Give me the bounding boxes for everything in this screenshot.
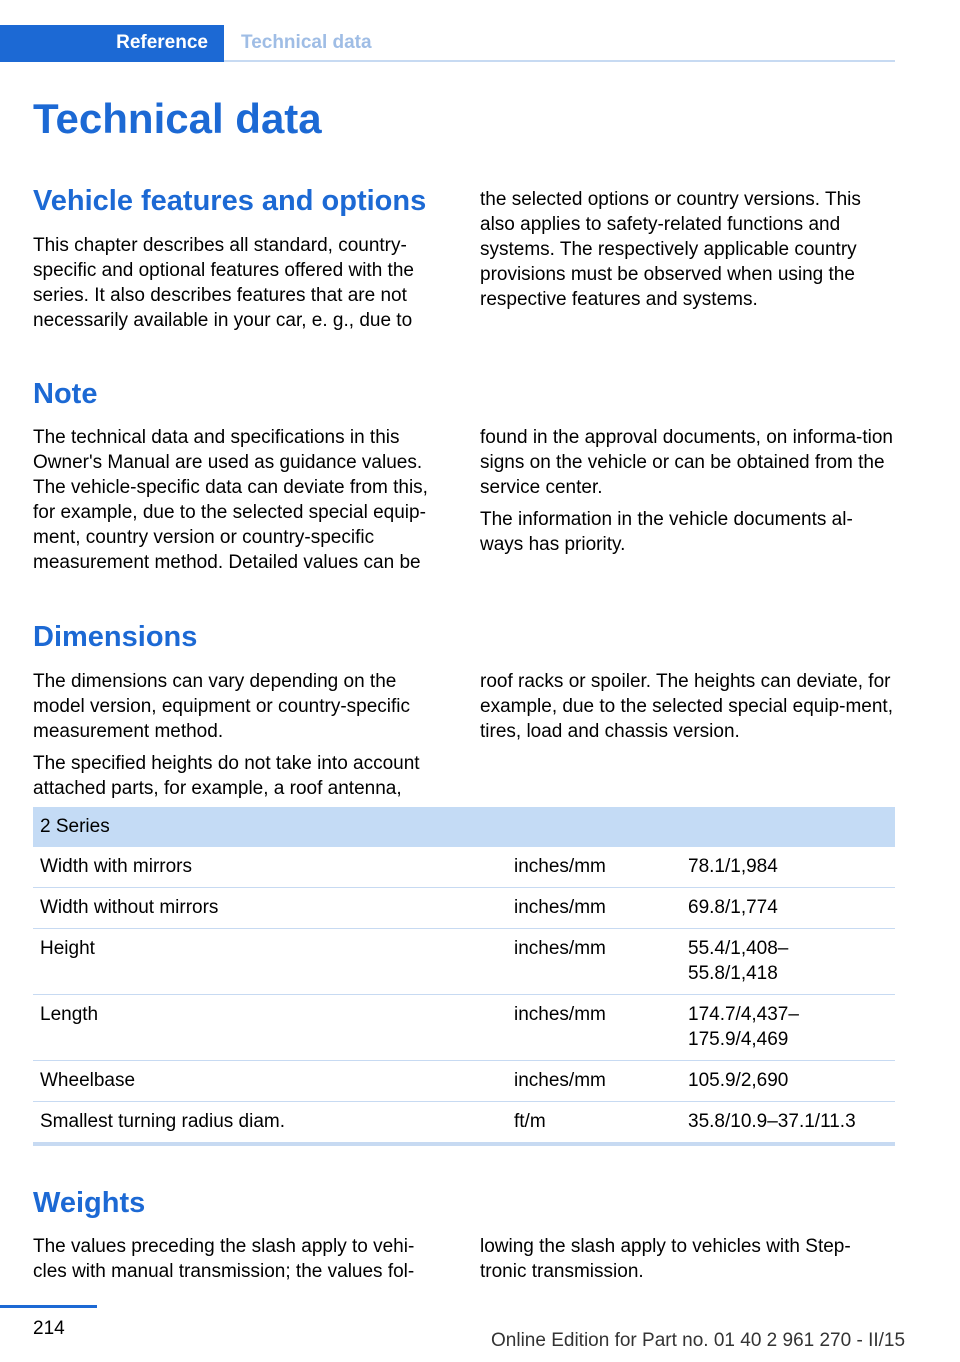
row-value: 69.8/1,774: [688, 897, 778, 918]
paragraph: This chapter describes all standard, country-specific and optional features offered with the series. It also describes features that are not necessarily available in your car, e. g., due to: [33, 235, 414, 331]
paragraph: The dimensions can vary depending on the model version, equipment or country-specific measurement method.: [33, 671, 411, 742]
paragraph: the selected options or country versions. This also applies to safety-related functions and systems. The respectively applicable country provisions must be observed when using the respective features and systems.: [480, 189, 861, 310]
row-label: Width with mirrors: [40, 856, 193, 877]
table-bottom-rule: [33, 1142, 895, 1146]
vehicle-text-left: [33, 233, 447, 340]
row-value: 55.4/1,408– 55.8/1,418: [688, 938, 789, 984]
paragraph: The technical data and specifications in this Owner's Manual are used as guidance values. The vehicle-specific data can deviate from this, for example, due to the selected special equip-ment, country version or country-specific measurement method. Detailed values can be: [33, 427, 428, 573]
dimensions-table: [33, 807, 895, 1146]
edition-note: Online Edition for Part no. 01 40 2 961 270 - II/15: [491, 1330, 906, 1351]
vehicle-text-right: [480, 187, 894, 319]
paragraph: roof racks or spoiler. The heights can deviate, for example, due to the selected special equip-ment, tires, load and chassis version.: [480, 671, 893, 742]
heading-weights: Weights: [33, 1187, 146, 1219]
weights-text-right: [480, 1234, 894, 1291]
page-header: [0, 0, 960, 64]
row-label: Length: [40, 1004, 99, 1025]
table-row: [33, 1061, 895, 1102]
table-row: [33, 847, 895, 888]
row-unit: ft/m: [514, 1111, 546, 1132]
row-value: 174.7/4,437– 175.9/4,469: [688, 1004, 799, 1050]
row-unit: inches/mm: [514, 1070, 606, 1091]
heading-dimensions: Dimensions: [33, 621, 198, 653]
dimensions-text-left: [33, 669, 447, 808]
footer-rule: [0, 1305, 97, 1308]
table-row: [33, 1102, 895, 1142]
table-row: [33, 888, 895, 929]
row-value: 35.8/10.9–37.1/11.3: [688, 1111, 856, 1132]
row-value: 105.9/2,690: [688, 1070, 789, 1091]
row-unit: inches/mm: [514, 856, 606, 877]
paragraph: lowing the slash apply to vehicles with Step-tronic transmission.: [480, 1236, 851, 1282]
paragraph: found in the approval documents, on informa-tion signs on the vehicle or can be obtained from the service center.: [480, 427, 893, 498]
page-title: Technical data: [33, 95, 322, 142]
tab-technical-data[interactable]: Technical data: [241, 32, 372, 53]
row-unit: inches/mm: [514, 897, 606, 918]
table-row: [33, 995, 895, 1061]
row-value: 78.1/1,984: [688, 856, 778, 877]
dimensions-text-right: [480, 669, 894, 751]
tab-reference[interactable]: Reference: [0, 25, 224, 62]
table-row: [33, 929, 895, 995]
page-number: 214: [33, 1318, 65, 1339]
weights-text-left: [33, 1234, 447, 1291]
paragraph: The specified heights do not take into account attached parts, for example, a roof antenna,: [33, 753, 420, 799]
paragraph: The information in the vehicle documents al-ways has priority.: [480, 509, 853, 555]
row-unit: inches/mm: [514, 938, 606, 959]
row-label: Wheelbase: [40, 1070, 136, 1091]
heading-note: Note: [33, 378, 98, 410]
row-label: Height: [40, 938, 95, 959]
table-header: 2 Series: [33, 807, 895, 847]
paragraph: The values preceding the slash apply to vehi-cles with manual transmission; the values fol-: [33, 1236, 415, 1282]
row-unit: inches/mm: [514, 1004, 606, 1025]
note-text-left: [33, 425, 447, 582]
note-text-right: [480, 425, 894, 564]
header-divider: [224, 60, 895, 62]
row-label: Width without mirrors: [40, 897, 219, 918]
row-label: Smallest turning radius diam.: [40, 1111, 285, 1132]
heading-vehicle-features: Vehicle features and options: [33, 185, 427, 217]
